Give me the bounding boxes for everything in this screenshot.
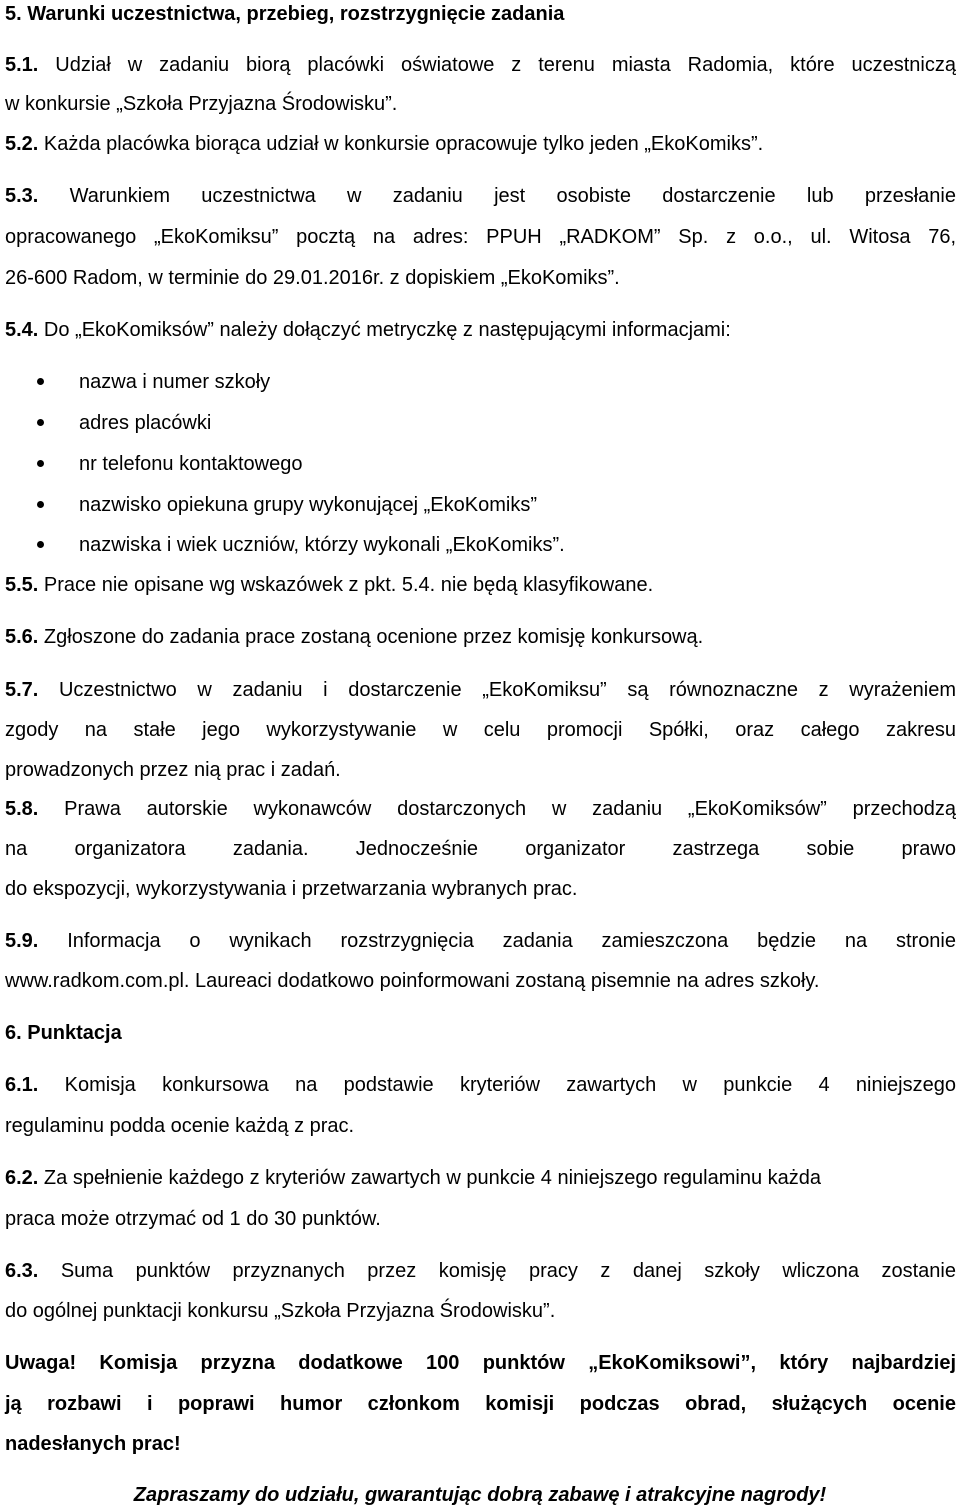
paragraph-text: Za spełnienie każdego z kryteriów zawartych w punkcie 4 niniejszego regulaminu każda: [38, 1167, 821, 1189]
bullet-icon: [37, 501, 44, 508]
paragraph-6-1-line-2: regulaminu podda ocenie każdą z prac.: [5, 1115, 355, 1137]
bullet-icon: [37, 541, 44, 548]
list-item: [0, 533, 960, 557]
list-item-text: nazwa i numer szkoły: [79, 371, 271, 393]
paragraph-text: Prawa autorskie wykonawców dostarczonych w zadaniu „EkoKomiksów” przechodzą: [38, 798, 956, 820]
paragraph-number: 5.3.: [5, 185, 39, 207]
paragraph-5-9-line-2: www.radkom.com.pl. Laureaci dodatkowo poinformowani zostaną pisemnie na adres szkoły.: [5, 970, 820, 992]
paragraph-number: 5.2.: [5, 133, 39, 155]
section-6-heading: 6. Punktacja: [5, 1022, 122, 1044]
paragraph-6-2-line-1: [5, 1166, 956, 1190]
paragraph-number: 5.5.: [5, 574, 39, 596]
paragraph-5-7-line-1: [5, 678, 956, 702]
paragraph-5-1-line-2: w konkursie „Szkoła Przyjazna Środowisku”.: [5, 93, 398, 115]
note-line-2: ją rozbawi i poprawi humor członkom komisji podczas obrad, służących ocenie: [5, 1393, 956, 1415]
paragraph-5-8-line-3: do ekspozycji, wykorzystywania i przetwarzania wybranych prac.: [5, 878, 578, 900]
paragraph-text: Komisja konkursowa na podstawie kryteriów zawartych w punkcie 4 niniejszego: [38, 1074, 956, 1096]
paragraph-6-3-line-1: [5, 1259, 956, 1283]
paragraph-5-7-line-3: prowadzonych przez nią prac i zadań.: [5, 759, 341, 781]
list-item-text: adres placówki: [79, 412, 212, 434]
paragraph-number: 5.1.: [5, 54, 39, 76]
note-line-3: nadesłanych prac!: [5, 1433, 181, 1455]
list-item: [0, 411, 960, 435]
paragraph-number: 6.3.: [5, 1260, 39, 1282]
bullet-icon: [37, 419, 44, 426]
paragraph-6-2-line-2: praca może otrzymać od 1 do 30 punktów.: [5, 1208, 381, 1230]
paragraph-5-3-line-2: opracowanego „EkoKomiksu” pocztą na adres: PPUH „RADKOM” Sp. z o.o., ul. Witosa 76,: [5, 226, 956, 248]
bullet-icon: [37, 378, 44, 385]
note-line-1: Uwaga! Komisja przyzna dodatkowe 100 punktów „EkoKomiksowi”, który najbardziej: [5, 1352, 956, 1374]
paragraph-5-9-line-1: [5, 929, 956, 953]
closing-invitation: Zapraszamy do udziału, gwarantując dobrą zabawę i atrakcyjne nagrody!: [133, 1484, 827, 1506]
list-item: [0, 370, 960, 394]
paragraph-5-3-line-3: 26-600 Radom, w terminie do 29.01.2016r. z dopiskiem „EkoKomiks”.: [5, 267, 620, 289]
paragraph-5-7-line-2: zgody na stałe jego wykorzystywanie w celu promocji Spółki, oraz całego zakresu: [5, 719, 956, 741]
paragraph-5-1-line-1: [5, 53, 956, 77]
paragraph-text: Uczestnictwo w zadaniu i dostarczenie „EkoKomiksu” są równoznaczne z wyrażeniem: [38, 679, 956, 701]
paragraph-5-8-line-2: na organizatora zadania. Jednocześnie organizator zastrzega sobie prawo: [5, 838, 956, 860]
paragraph-number: 5.6.: [5, 626, 39, 648]
paragraph-number: 5.7.: [5, 679, 39, 701]
paragraph-5-8-line-1: [5, 797, 956, 821]
paragraph-text: Każda placówka biorąca udział w konkursie opracowuje tylko jeden „EkoKomiks”.: [38, 133, 764, 155]
list-item-text: nr telefonu kontaktowego: [79, 453, 303, 475]
paragraph-text: Zgłoszone do zadania prace zostaną ocenione przez komisję konkursową.: [38, 626, 704, 648]
paragraph-number: 5.8.: [5, 798, 39, 820]
paragraph-5-3-line-1: [5, 184, 956, 208]
paragraph-6-3-line-2: do ogólnej punktacji konkursu „Szkoła Przyjazna Środowisku”.: [5, 1300, 556, 1322]
paragraph-5-6-line-1: [5, 625, 956, 649]
list-item: [0, 452, 960, 476]
paragraph-number: 5.4.: [5, 319, 39, 341]
paragraph-6-1-line-1: [5, 1073, 956, 1097]
paragraph-5-5-line-1: [5, 573, 956, 597]
paragraph-number: 5.9.: [5, 930, 39, 952]
paragraph-text: Suma punktów przyznanych przez komisję pracy z danej szkoły wliczona zostanie: [38, 1260, 956, 1282]
paragraph-text: Warunkiem uczestnictwa w zadaniu jest osobiste dostarczenie lub przesłanie: [38, 185, 956, 207]
bullet-icon: [37, 460, 44, 467]
paragraph-text: Do „EkoKomiksów” należy dołączyć metryczkę z następującymi informacjami:: [38, 319, 731, 341]
paragraph-text: Informacja o wynikach rozstrzygnięcia zadania zamieszczona będzie na stronie: [38, 930, 956, 952]
paragraph-5-2-line-1: [5, 132, 956, 156]
section-5-heading: 5. Warunki uczestnictwa, przebieg, rozstrzygnięcie zadania: [5, 3, 565, 25]
paragraph-number: 6.1.: [5, 1074, 39, 1096]
paragraph-5-4-line-1: [5, 318, 956, 342]
paragraph-text: Udział w zadaniu biorą placówki oświatowe z terenu miasta Radomia, które uczestniczą: [38, 54, 956, 76]
list-item: [0, 493, 960, 517]
list-item-text: nazwiska i wiek uczniów, którzy wykonali „EkoKomiks”.: [79, 534, 565, 556]
paragraph-text: Prace nie opisane wg wskazówek z pkt. 5.4. nie będą klasyfikowane.: [38, 574, 654, 596]
paragraph-number: 6.2.: [5, 1167, 39, 1189]
list-item-text: nazwisko opiekuna grupy wykonującej „EkoKomiks”: [79, 494, 537, 516]
